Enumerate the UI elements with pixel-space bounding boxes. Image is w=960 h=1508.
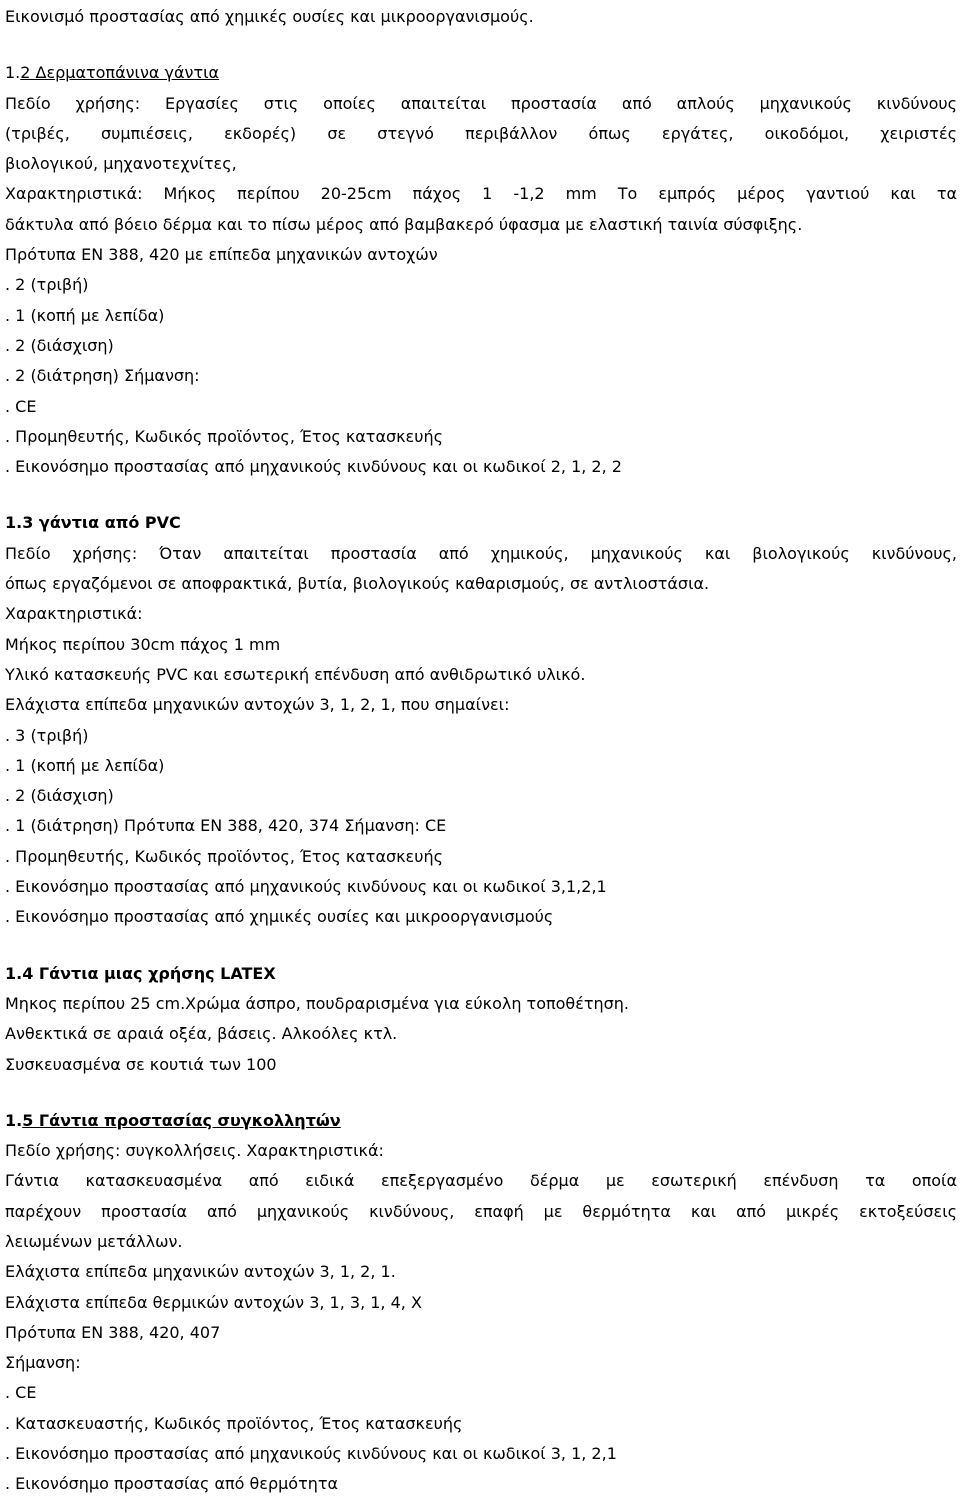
section-1-2-number: 1.: [5, 63, 21, 83]
list-item: . Εικονόσημο προστασίας από μηχανικούς κινδύνους και οι κωδικοί 3,1,2,1: [5, 877, 607, 897]
list-item: . Εικονόσημο προστασίας από μηχανικούς κινδύνους και οι κωδικοί 2, 1, 2, 2: [5, 457, 622, 477]
section-gap: [5, 482, 957, 508]
text-line: (τριβές, συμπιέσεις, εκδορές) σε στεγνό περιβάλλον όπως εργάτες, οικοδόμοι, χειριστές: [5, 123, 957, 143]
text-line: Γάντια κατασκευασμένα από ειδικά επεξεργασμένο δέρμα με εσωτερική επένδυση τα οποία: [5, 1171, 957, 1191]
document-page: [5, 2, 957, 1500]
list-item: . 1 (κοπή με λεπίδα): [5, 755, 165, 775]
text-line: Συσκευασμένα σε κουτιά των 100: [5, 1054, 277, 1074]
text-line: Ελάχιστα επίπεδα θερμικών αντοχών 3, 1, 3, 1, 4, X: [5, 1292, 422, 1312]
text-line: Πεδίο χρήσης: Εργασίες στις οποίες απαιτείται προστασία από απλούς μηχανικούς κινδύνους: [5, 93, 957, 113]
list-item: . 3 (τριβή): [5, 725, 89, 745]
text-line: Ελάχιστα επίπεδα μηχανικών αντοχών 3, 1, 2, 1.: [5, 1262, 396, 1282]
list-item: . CE: [5, 396, 37, 416]
list-item: . 1 (διάτρηση) Πρότυπα EN 388, 420, 374 Σήμανση: CE: [5, 816, 447, 836]
text-line: λειωμένων μετάλλων.: [5, 1231, 183, 1251]
section-gap: [5, 32, 957, 58]
list-item: . Εικονόσημο προστασίας από θερμότητα: [5, 1474, 339, 1494]
text-line: παρέχουν προστασία από μηχανικούς κινδύνους, επαφή με θερμότητα και από μικρές εκτοξεύσεις: [5, 1201, 957, 1221]
text-line: Ελάχιστα επίπεδα μηχανικών αντοχών 3, 1, 2, 1, που σημαίνει:: [5, 695, 510, 715]
text-line: Πρότυπα EN 388, 420, 407: [5, 1322, 221, 1342]
list-item: . Κατασκευαστής, Κωδικός προϊόντος, Έτος κατασκευής: [5, 1413, 463, 1433]
list-item: . 2 (διάτρηση) Σήμανση:: [5, 366, 200, 386]
text-line: Χαρακτηριστικά:: [5, 604, 143, 624]
list-item: . Προμηθευτής, Κωδικός προϊόντος, Έτος κατασκευής: [5, 426, 443, 446]
text-line: Μηκος περίπου 25 cm.Χρώμα άσπρο, πουδραρισμένα για εύκολη τοποθέτηση.: [5, 993, 629, 1013]
section-1-5-number: 1.: [5, 1110, 23, 1130]
text-line: Μήκος περίπου 30cm πάχος 1 mm: [5, 634, 281, 654]
intro-line: Εικονισμό προστασίας από χημικές ουσίες και μικροοργανισμούς.: [5, 7, 534, 26]
list-item: . CE: [5, 1383, 37, 1403]
section-gap: [5, 933, 957, 959]
list-item: . Εικονόσημο προστασίας από μηχανικούς κινδύνους και οι κωδικοί 3, 1, 2,1: [5, 1444, 617, 1464]
section-1-5-heading: [5, 1106, 957, 1136]
text-line: Πεδίο χρήσης: συγκολλήσεις. Χαρακτηριστικά:: [5, 1141, 384, 1161]
section-gap: [5, 1080, 957, 1106]
list-item: . Εικονόσημο προστασίας από χημικές ουσίες και μικροοργανισμούς: [5, 907, 554, 927]
section-1-3-title: 1.3 γάντια από PVC: [5, 513, 181, 533]
text-line: δάκτυλα από βόειο δέρμα και το πίσω μέρος από βαμβακερό ύφασμα με ελαστική ταινία σύσφιξης.: [5, 214, 803, 234]
text-line: Πεδίο χρήσης: Όταν απαιτείται προστασία από χημικούς, μηχανικούς και βιολογικούς κινδύνους,: [5, 543, 957, 563]
list-item: . 2 (διάσχιση): [5, 786, 114, 806]
text-line: Υλικό κατασκευής PVC και εσωτερική επένδυση από ανθιδρωτικό υλικό.: [5, 664, 586, 684]
section-1-4-title: 1.4 Γάντια μιας χρήσης LATEX: [5, 963, 276, 983]
section-1-2-title: 2 Δερματοπάνινα γάντια: [20, 63, 220, 83]
list-item: . 2 (διάσχιση): [5, 335, 114, 355]
section-1-2-heading: [5, 58, 957, 88]
text-line: Χαρακτηριστικά: Μήκος περίπου 20-25cm πάχος 1 -1,2 mm Το εμπρός μέρος γαντιού και τα: [5, 184, 957, 204]
text-line: βιολογικού, μηχανοτεχνίτες,: [5, 154, 237, 174]
list-item: . 2 (τριβή): [5, 275, 89, 295]
text-line: Πρότυπα EN 388, 420 με επίπεδα μηχανικών αντοχών: [5, 245, 438, 265]
section-1-5-title: 5 Γάντια προστασίας συγκολλητών: [22, 1110, 341, 1130]
text-line: Ανθεκτικά σε αραιά οξέα, βάσεις. Αλκοόλες κτλ.: [5, 1024, 398, 1044]
list-item: . Προμηθευτής, Κωδικός προϊόντος, Έτος κατασκευής: [5, 846, 443, 866]
text-line: όπως εργαζόμενοι σε αποφρακτικά, βυτία, βιολογικούς καθαρισμούς, σε αντλιοστάσια.: [5, 574, 710, 594]
text-line: Σήμανση:: [5, 1353, 81, 1373]
list-item: . 1 (κοπή με λεπίδα): [5, 305, 165, 325]
